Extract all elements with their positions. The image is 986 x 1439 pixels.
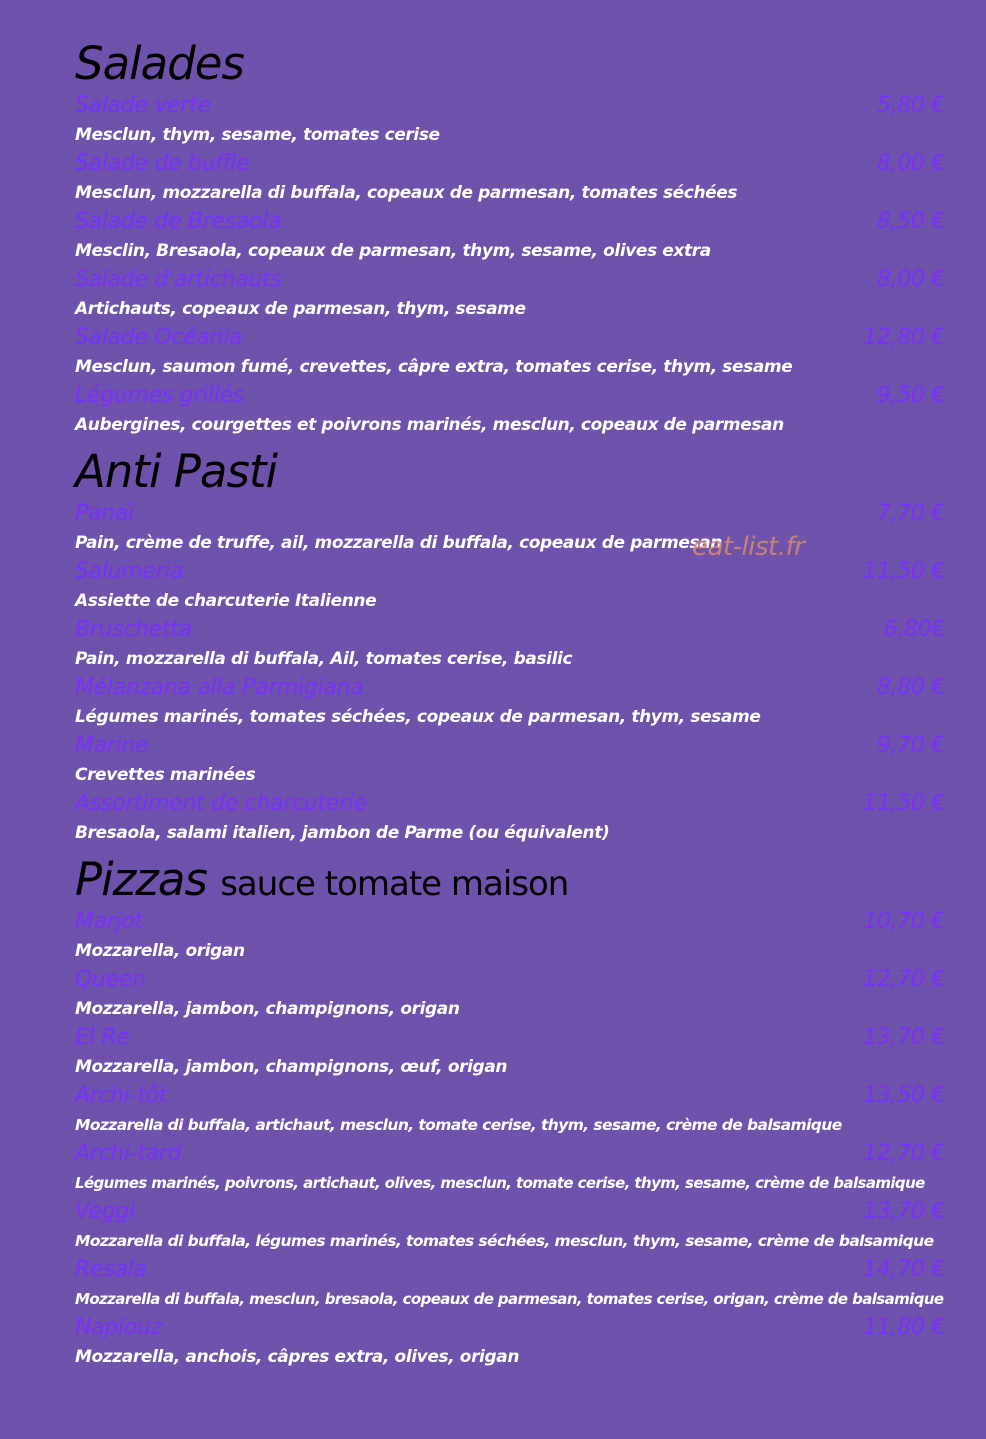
item-description: Mozzarella, jambon, champignons, œuf, origan xyxy=(75,1057,508,1077)
item-description: Légumes marinés, poivrons, artichaut, olives, mesclun, tomate cerise, thym, sesame, crème de balsamique xyxy=(75,1174,925,1192)
item-price: 8,80 € xyxy=(876,675,945,700)
section-title: Salades xyxy=(75,37,244,90)
item-name: Archi-tard xyxy=(75,1141,182,1166)
watermark: eat-list.fr xyxy=(692,532,805,562)
section-title: Pizzas sauce tomate maison xyxy=(75,853,569,906)
item-name: Resala xyxy=(75,1257,147,1282)
menu-item xyxy=(75,790,945,848)
item-description: Mozzarella di buffala, mesclun, bresaola, copeaux de parmesan, tomates cerise, origan, crème de balsamique xyxy=(75,1290,944,1308)
item-price: 5,80 € xyxy=(876,93,945,118)
item-price: 12,70 € xyxy=(863,967,945,992)
item-price: 13,70 € xyxy=(863,1025,945,1050)
item-price: 9,70 € xyxy=(876,733,945,758)
menu-item xyxy=(75,1140,945,1198)
item-price: 9,50 € xyxy=(876,383,945,408)
item-name: Bruschetta xyxy=(75,617,192,642)
item-price: 10,70 € xyxy=(863,909,945,934)
menu-item xyxy=(75,908,945,966)
item-price: 12,80 € xyxy=(863,325,945,350)
menu-item xyxy=(75,208,945,266)
item-price: 8,00 € xyxy=(876,151,945,176)
section-pizzas xyxy=(75,852,945,1372)
item-price: 8,50 € xyxy=(876,209,945,234)
item-price: 6,80€ xyxy=(883,617,945,642)
item-price: 7,70 € xyxy=(876,501,945,526)
item-description: Crevettes marinées xyxy=(75,765,256,785)
item-name: Salade d'artichauts xyxy=(75,267,282,292)
menu-item xyxy=(75,324,945,382)
item-description: Mozzarella, jambon, champignons, origan xyxy=(75,999,460,1019)
item-name: Salade verte xyxy=(75,93,211,118)
item-name: Naplouz xyxy=(75,1315,162,1340)
menu-page xyxy=(75,36,945,1372)
item-description: Légumes marinés, tomates séchées, copeaux de parmesan, thym, sesame xyxy=(75,707,761,727)
item-description: Mesclun, mozzarella di buffala, copeaux de parmesan, tomates séchées xyxy=(75,183,738,203)
menu-item xyxy=(75,1082,945,1140)
item-description: Pain, mozzarella di buffala, Ail, tomates cerise, basilic xyxy=(75,649,573,669)
item-description: Artichauts, copeaux de parmesan, thym, sesame xyxy=(75,299,526,319)
item-description: Mozzarella di buffala, artichaut, mesclun, tomate cerise, thym, sesame, crème de balsamique xyxy=(75,1116,842,1134)
item-price: 8,00 € xyxy=(876,267,945,292)
menu-item xyxy=(75,1256,945,1314)
section-salades xyxy=(75,36,945,440)
item-price: 13,70 € xyxy=(863,1199,945,1224)
menu-item xyxy=(75,382,945,440)
menu-item xyxy=(75,266,945,324)
menu-item xyxy=(75,1198,945,1256)
item-name: Salade de buffle xyxy=(75,151,250,176)
menu-item xyxy=(75,1024,945,1082)
item-name: El Re xyxy=(75,1025,130,1050)
item-name: Salade de Bresaola xyxy=(75,209,282,234)
item-description: Mesclin, Bresaola, copeaux de parmesan, thym, sesame, olives extra xyxy=(75,241,711,261)
item-description: Mesclun, thym, sesame, tomates cerise xyxy=(75,125,440,145)
menu-item xyxy=(75,558,945,616)
menu-item xyxy=(75,674,945,732)
item-name: Salumeria xyxy=(75,559,184,584)
item-description: Pain, crème de truffe, ail, mozzarella di buffala, copeaux de parmesan xyxy=(75,533,722,553)
item-name: Mélanzana alla Parmigiana xyxy=(75,675,364,700)
section-title: Anti Pasti xyxy=(75,445,278,498)
item-description: Mesclun, saumon fumé, crevettes, câpre extra, tomates cerise, thym, sesame xyxy=(75,357,793,377)
item-name: Archi-tôt xyxy=(75,1083,168,1108)
item-price: 13,50 € xyxy=(863,1083,945,1108)
menu-item xyxy=(75,732,945,790)
item-price: 11,50 € xyxy=(863,791,945,816)
item-description: Mozzarella di buffala, légumes marinés, tomates séchées, mesclun, thym, sesame, crème de balsamique xyxy=(75,1232,934,1250)
item-description: Mozzarella, anchois, câpres extra, olives, origan xyxy=(75,1347,520,1367)
item-name: Veggi xyxy=(75,1199,135,1224)
item-name: Marjot xyxy=(75,909,143,934)
item-name: Queen xyxy=(75,967,146,992)
menu-item xyxy=(75,92,945,150)
item-description: Mozzarella, origan xyxy=(75,941,245,961)
menu-item xyxy=(75,150,945,208)
menu-item xyxy=(75,616,945,674)
menu-item xyxy=(75,500,945,558)
item-description: Assiette de charcuterie Italienne xyxy=(75,591,377,611)
section-anti-pasti xyxy=(75,444,945,848)
item-name: Salade Océania xyxy=(75,325,243,350)
item-price: 12,70 € xyxy=(863,1141,945,1166)
menu-item xyxy=(75,1314,945,1372)
item-price: 11,80 € xyxy=(863,1315,945,1340)
item-name: Assortiment de charcuterie xyxy=(75,791,367,816)
item-price: 14,70 € xyxy=(863,1257,945,1282)
item-description: Aubergines, courgettes et poivrons marinés, mesclun, copeaux de parmesan xyxy=(75,415,784,435)
item-price: 11,50 € xyxy=(863,559,945,584)
item-name: Marine xyxy=(75,733,149,758)
section-subtitle: sauce tomate maison xyxy=(220,864,569,904)
menu-item xyxy=(75,966,945,1024)
item-description: Bresaola, salami italien, jambon de Parme (ou équivalent) xyxy=(75,823,610,843)
item-name: Légumes grillés xyxy=(75,383,244,408)
item-name: Panaï xyxy=(75,501,134,526)
